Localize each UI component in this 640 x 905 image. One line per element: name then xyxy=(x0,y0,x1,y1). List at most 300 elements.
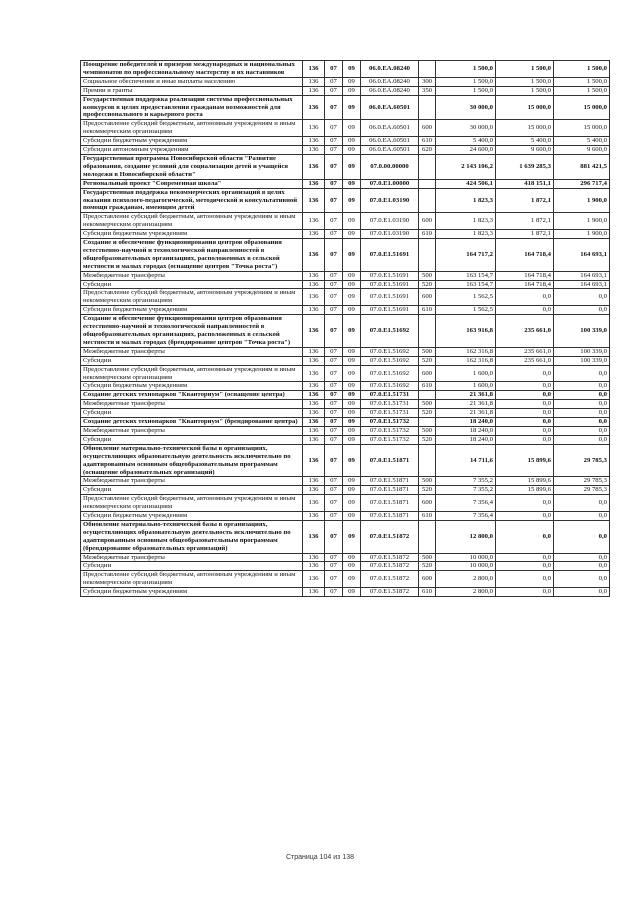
row-grbs: 136 xyxy=(303,588,325,597)
row-amount-3: 0,0 xyxy=(554,289,610,306)
row-amount-3: 164 693,1 xyxy=(554,280,610,289)
row-target-code: 07.0.E1.51872 xyxy=(361,571,419,588)
row-target-code: 07.0.E1.51732 xyxy=(361,426,419,435)
row-name: Субсидии бюджетным учреждениям xyxy=(81,382,303,391)
table-row xyxy=(81,179,610,188)
table-row xyxy=(81,77,610,86)
row-grbs: 136 xyxy=(303,553,325,562)
row-expense-type: 600 xyxy=(419,289,436,306)
row-name: Субсидии бюджетным учреждениям xyxy=(81,230,303,239)
row-section: 07 xyxy=(325,588,343,597)
row-section: 07 xyxy=(325,477,343,486)
table-row xyxy=(81,435,610,444)
row-name: Субсидии xyxy=(81,356,303,365)
row-amount-3: 0,0 xyxy=(554,365,610,382)
row-expense-type: 500 xyxy=(419,426,436,435)
row-name: Субсидии xyxy=(81,562,303,571)
row-amount-2: 1 500,0 xyxy=(496,86,554,95)
row-name: Предоставление субсидий бюджетным, автономным учреждениям и иным некоммерческим организациям xyxy=(81,120,303,137)
row-section: 07 xyxy=(325,289,343,306)
row-amount-2: 1 872,1 xyxy=(496,188,554,213)
row-section: 07 xyxy=(325,95,343,120)
table-row xyxy=(81,477,610,486)
row-amount-1: 1 823,3 xyxy=(436,188,496,213)
row-grbs: 136 xyxy=(303,400,325,409)
row-amount-1: 164 717,2 xyxy=(436,239,496,272)
row-target-code: 07.0.E1.03190 xyxy=(361,230,419,239)
row-expense-type xyxy=(419,418,436,427)
row-grbs: 136 xyxy=(303,391,325,400)
row-name: Межбюджетные трансферты xyxy=(81,400,303,409)
row-amount-1: 30 000,0 xyxy=(436,95,496,120)
row-section: 07 xyxy=(325,137,343,146)
table-row xyxy=(81,588,610,597)
row-section: 07 xyxy=(325,347,343,356)
row-grbs: 136 xyxy=(303,280,325,289)
row-expense-type: 350 xyxy=(419,86,436,95)
row-target-code: 07.0.E1.03190 xyxy=(361,188,419,213)
row-amount-2: 0,0 xyxy=(496,418,554,427)
table-row xyxy=(81,426,610,435)
row-amount-1: 163 154,7 xyxy=(436,280,496,289)
row-name: Государственная поддержка реализации системы профессиональных конкурсов в целях предоставления гражданам возможностей для профессионального и карьерного роста xyxy=(81,95,303,120)
row-amount-1: 21 361,8 xyxy=(436,391,496,400)
row-grbs: 136 xyxy=(303,426,325,435)
row-section: 07 xyxy=(325,409,343,418)
row-section: 07 xyxy=(325,86,343,95)
row-section: 07 xyxy=(325,146,343,155)
row-amount-3: 100 339,0 xyxy=(554,315,610,348)
row-subsection: 09 xyxy=(343,146,361,155)
row-subsection: 09 xyxy=(343,426,361,435)
row-subsection: 09 xyxy=(343,444,361,477)
row-section: 07 xyxy=(325,435,343,444)
row-name: Обновление материально-технической базы в организациях, осуществляющих образовательную деятельность исключительно по адаптированным основным общеобразовательным программам (брендирование образовательных организаций) xyxy=(81,520,303,553)
row-subsection: 09 xyxy=(343,562,361,571)
table-row xyxy=(81,400,610,409)
row-amount-3: 164 693,1 xyxy=(554,239,610,272)
row-amount-1: 10 000,0 xyxy=(436,562,496,571)
row-section: 07 xyxy=(325,486,343,495)
row-amount-2: 15 899,6 xyxy=(496,444,554,477)
row-subsection: 09 xyxy=(343,418,361,427)
row-expense-type: 600 xyxy=(419,120,436,137)
row-amount-2: 1 872,1 xyxy=(496,230,554,239)
row-expense-type: 600 xyxy=(419,213,436,230)
row-target-code: 06.0.EA.60501 xyxy=(361,95,419,120)
row-amount-3: 0,0 xyxy=(554,588,610,597)
row-target-code: 07.0.E1.51691 xyxy=(361,239,419,272)
row-subsection: 09 xyxy=(343,95,361,120)
row-amount-3: 1 900,0 xyxy=(554,188,610,213)
row-expense-type: 500 xyxy=(419,400,436,409)
table-row xyxy=(81,409,610,418)
table-row xyxy=(81,382,610,391)
row-section: 07 xyxy=(325,426,343,435)
row-expense-type: 600 xyxy=(419,495,436,512)
row-grbs: 136 xyxy=(303,95,325,120)
row-section: 07 xyxy=(325,553,343,562)
row-amount-1: 2 800,0 xyxy=(436,571,496,588)
row-section: 07 xyxy=(325,154,343,179)
row-target-code: 07.0.E1.51871 xyxy=(361,512,419,521)
row-amount-2: 1 500,0 xyxy=(496,61,554,78)
row-amount-3: 1 500,0 xyxy=(554,77,610,86)
row-amount-1: 30 000,0 xyxy=(436,120,496,137)
table-row xyxy=(81,444,610,477)
row-target-code: 06.0.EA.08240 xyxy=(361,77,419,86)
row-subsection: 09 xyxy=(343,154,361,179)
row-grbs: 136 xyxy=(303,356,325,365)
row-name: Субсидии автономным учреждениям xyxy=(81,146,303,155)
row-subsection: 09 xyxy=(343,382,361,391)
row-amount-1: 21 361,8 xyxy=(436,400,496,409)
table-row xyxy=(81,562,610,571)
table-row xyxy=(81,315,610,348)
row-subsection: 09 xyxy=(343,400,361,409)
row-amount-3: 0,0 xyxy=(554,409,610,418)
row-name: Субсидии бюджетным учреждениям xyxy=(81,306,303,315)
row-amount-2: 0,0 xyxy=(496,571,554,588)
row-amount-2: 164 718,4 xyxy=(496,239,554,272)
row-grbs: 136 xyxy=(303,347,325,356)
row-section: 07 xyxy=(325,391,343,400)
row-amount-1: 2 143 106,2 xyxy=(436,154,496,179)
row-section: 07 xyxy=(325,562,343,571)
row-target-code: 07.0.E1.51692 xyxy=(361,382,419,391)
row-subsection: 09 xyxy=(343,486,361,495)
row-subsection: 09 xyxy=(343,435,361,444)
row-amount-2: 0,0 xyxy=(496,365,554,382)
row-target-code: 07.0.E1.51691 xyxy=(361,271,419,280)
row-expense-type xyxy=(419,95,436,120)
row-grbs: 136 xyxy=(303,315,325,348)
row-amount-2: 15 899,6 xyxy=(496,477,554,486)
row-expense-type: 520 xyxy=(419,280,436,289)
table-row xyxy=(81,418,610,427)
row-target-code: 06.0.EA.08240 xyxy=(361,61,419,78)
row-expense-type xyxy=(419,239,436,272)
row-name: Создание детских технопарков "Кванториум" (оснащение центра) xyxy=(81,391,303,400)
row-target-code: 07.0.E1.51872 xyxy=(361,553,419,562)
table-row xyxy=(81,280,610,289)
row-amount-2: 5 400,0 xyxy=(496,137,554,146)
table-row xyxy=(81,553,610,562)
table-row xyxy=(81,154,610,179)
row-subsection: 09 xyxy=(343,213,361,230)
row-subsection: 09 xyxy=(343,588,361,597)
row-amount-2: 0,0 xyxy=(496,553,554,562)
table-row xyxy=(81,365,610,382)
row-target-code: 07.0.E1.51691 xyxy=(361,306,419,315)
row-amount-1: 1 500,0 xyxy=(436,61,496,78)
row-section: 07 xyxy=(325,571,343,588)
table-row xyxy=(81,512,610,521)
row-name: Создание и обеспечение функционирования центров образования естественно-научной и технологической направленностей в общеобразовательных организациях, расположенных в сельской местности и малых городах (брендирование центров "Точка роста") xyxy=(81,315,303,348)
row-grbs: 136 xyxy=(303,137,325,146)
page-number: Страница 104 из 138 xyxy=(285,854,355,861)
row-subsection: 09 xyxy=(343,495,361,512)
row-section: 07 xyxy=(325,495,343,512)
row-amount-1: 7 355,2 xyxy=(436,477,496,486)
row-amount-2: 0,0 xyxy=(496,435,554,444)
row-amount-3: 1 900,0 xyxy=(554,213,610,230)
row-name: Субсидии xyxy=(81,486,303,495)
row-amount-3: 0,0 xyxy=(554,382,610,391)
row-target-code: 07.0.E1.51871 xyxy=(361,444,419,477)
row-grbs: 136 xyxy=(303,146,325,155)
row-expense-type: 500 xyxy=(419,477,436,486)
row-amount-3: 164 693,1 xyxy=(554,271,610,280)
row-expense-type: 610 xyxy=(419,382,436,391)
row-amount-1: 10 000,0 xyxy=(436,553,496,562)
row-name: Государственная программа Новосибирской области "Развитие образования, создание условий для социализации детей и учащейся молодежи в Новосибирской области" xyxy=(81,154,303,179)
row-grbs: 136 xyxy=(303,239,325,272)
row-subsection: 09 xyxy=(343,120,361,137)
table-row xyxy=(81,391,610,400)
row-name: Премии и гранты xyxy=(81,86,303,95)
row-amount-1: 21 361,8 xyxy=(436,409,496,418)
row-section: 07 xyxy=(325,188,343,213)
row-name: Субсидии бюджетным учреждениям xyxy=(81,588,303,597)
row-amount-1: 18 240,0 xyxy=(436,426,496,435)
row-subsection: 09 xyxy=(343,512,361,521)
row-grbs: 136 xyxy=(303,435,325,444)
row-amount-2: 164 718,4 xyxy=(496,280,554,289)
row-grbs: 136 xyxy=(303,188,325,213)
row-subsection: 09 xyxy=(343,356,361,365)
row-expense-type: 610 xyxy=(419,230,436,239)
row-subsection: 09 xyxy=(343,137,361,146)
row-section: 07 xyxy=(325,418,343,427)
row-target-code: 07.0.E1.51691 xyxy=(361,289,419,306)
table-row xyxy=(81,230,610,239)
row-subsection: 09 xyxy=(343,347,361,356)
row-amount-3: 0,0 xyxy=(554,391,610,400)
row-amount-1: 18 240,0 xyxy=(436,435,496,444)
row-section: 07 xyxy=(325,280,343,289)
row-subsection: 09 xyxy=(343,280,361,289)
row-grbs: 136 xyxy=(303,477,325,486)
row-name: Межбюджетные трансферты xyxy=(81,477,303,486)
row-expense-type: 520 xyxy=(419,409,436,418)
row-amount-2: 9 600,0 xyxy=(496,146,554,155)
row-grbs: 136 xyxy=(303,154,325,179)
row-section: 07 xyxy=(325,315,343,348)
row-grbs: 136 xyxy=(303,120,325,137)
row-target-code: 07.0.E1.51872 xyxy=(361,588,419,597)
row-section: 07 xyxy=(325,239,343,272)
row-target-code: 07.0.E1.00000 xyxy=(361,179,419,188)
row-subsection: 09 xyxy=(343,239,361,272)
row-name: Предоставление субсидий бюджетным, автономным учреждениям и иным некоммерческим организациям xyxy=(81,213,303,230)
row-grbs: 136 xyxy=(303,562,325,571)
row-amount-3: 29 785,3 xyxy=(554,444,610,477)
row-amount-1: 1 500,0 xyxy=(436,77,496,86)
row-subsection: 09 xyxy=(343,365,361,382)
row-amount-3: 29 785,3 xyxy=(554,477,610,486)
row-expense-type: 520 xyxy=(419,562,436,571)
row-amount-2: 0,0 xyxy=(496,306,554,315)
row-amount-1: 163 154,7 xyxy=(436,271,496,280)
row-grbs: 136 xyxy=(303,382,325,391)
row-name: Субсидии xyxy=(81,280,303,289)
row-amount-2: 0,0 xyxy=(496,512,554,521)
row-amount-2: 0,0 xyxy=(496,588,554,597)
row-target-code: 07.0.E1.51692 xyxy=(361,347,419,356)
row-name: Поощрение победителей и призеров международных и национальных чемпионатов по профессиональному мастерству и их наставников xyxy=(81,61,303,78)
row-amount-3: 881 421,5 xyxy=(554,154,610,179)
table-row xyxy=(81,137,610,146)
row-amount-1: 1 823,3 xyxy=(436,230,496,239)
row-grbs: 136 xyxy=(303,365,325,382)
row-subsection: 09 xyxy=(343,391,361,400)
row-amount-3: 0,0 xyxy=(554,562,610,571)
table-row xyxy=(81,347,610,356)
row-amount-1: 1 562,5 xyxy=(436,289,496,306)
row-amount-3: 0,0 xyxy=(554,571,610,588)
table-row xyxy=(81,520,610,553)
row-amount-2: 15 000,0 xyxy=(496,95,554,120)
row-amount-2: 0,0 xyxy=(496,400,554,409)
row-amount-1: 1 500,0 xyxy=(436,86,496,95)
table-row xyxy=(81,61,610,78)
row-amount-1: 18 240,0 xyxy=(436,418,496,427)
row-target-code: 07.0.E1.51731 xyxy=(361,391,419,400)
row-expense-type: 610 xyxy=(419,512,436,521)
row-amount-1: 7 356,4 xyxy=(436,512,496,521)
row-subsection: 09 xyxy=(343,553,361,562)
row-expense-type: 610 xyxy=(419,306,436,315)
row-target-code: 07.0.E1.51732 xyxy=(361,418,419,427)
table-row xyxy=(81,146,610,155)
table-row xyxy=(81,86,610,95)
row-section: 07 xyxy=(325,512,343,521)
budget-table-body xyxy=(81,61,610,597)
row-amount-1: 2 800,0 xyxy=(436,588,496,597)
row-target-code: 07.0.00.00000 xyxy=(361,154,419,179)
row-grbs: 136 xyxy=(303,409,325,418)
row-amount-2: 418 151,1 xyxy=(496,179,554,188)
table-row xyxy=(81,486,610,495)
row-expense-type: 610 xyxy=(419,137,436,146)
row-amount-2: 1 872,1 xyxy=(496,213,554,230)
row-target-code: 07.0.E1.51871 xyxy=(361,477,419,486)
table-row xyxy=(81,188,610,213)
row-amount-1: 7 356,4 xyxy=(436,495,496,512)
row-subsection: 09 xyxy=(343,306,361,315)
row-expense-type xyxy=(419,391,436,400)
row-target-code: 07.0.E1.51692 xyxy=(361,315,419,348)
row-expense-type xyxy=(419,444,436,477)
row-subsection: 09 xyxy=(343,571,361,588)
row-name: Субсидии xyxy=(81,435,303,444)
row-target-code: 07.0.E1.51692 xyxy=(361,356,419,365)
row-amount-2: 0,0 xyxy=(496,495,554,512)
row-grbs: 136 xyxy=(303,486,325,495)
row-name: Межбюджетные трансферты xyxy=(81,553,303,562)
table-row xyxy=(81,356,610,365)
row-subsection: 09 xyxy=(343,315,361,348)
row-amount-3: 0,0 xyxy=(554,400,610,409)
row-grbs: 136 xyxy=(303,61,325,78)
row-section: 07 xyxy=(325,365,343,382)
row-amount-1: 1 562,5 xyxy=(436,306,496,315)
row-amount-3: 0,0 xyxy=(554,520,610,553)
row-expense-type xyxy=(419,188,436,213)
row-amount-2: 0,0 xyxy=(496,391,554,400)
row-grbs: 136 xyxy=(303,289,325,306)
row-amount-1: 14 711,6 xyxy=(436,444,496,477)
row-expense-type: 520 xyxy=(419,356,436,365)
row-name: Межбюджетные трансферты xyxy=(81,426,303,435)
row-amount-3: 296 717,4 xyxy=(554,179,610,188)
row-grbs: 136 xyxy=(303,571,325,588)
row-subsection: 09 xyxy=(343,86,361,95)
row-expense-type xyxy=(419,61,436,78)
row-subsection: 09 xyxy=(343,61,361,78)
row-amount-2: 0,0 xyxy=(496,409,554,418)
row-grbs: 136 xyxy=(303,512,325,521)
row-target-code: 07.0.E1.51872 xyxy=(361,562,419,571)
row-subsection: 09 xyxy=(343,289,361,306)
table-row xyxy=(81,239,610,272)
row-amount-2: 0,0 xyxy=(496,520,554,553)
row-subsection: 09 xyxy=(343,409,361,418)
row-grbs: 136 xyxy=(303,520,325,553)
row-target-code: 06.0.EA.08240 xyxy=(361,86,419,95)
row-amount-3: 0,0 xyxy=(554,306,610,315)
row-name: Субсидии xyxy=(81,409,303,418)
row-amount-1: 5 400,0 xyxy=(436,137,496,146)
row-amount-1: 1 823,3 xyxy=(436,213,496,230)
row-subsection: 09 xyxy=(343,188,361,213)
row-expense-type xyxy=(419,315,436,348)
row-section: 07 xyxy=(325,444,343,477)
row-amount-1: 162 316,8 xyxy=(436,356,496,365)
row-target-code: 06.0.EA.60501 xyxy=(361,146,419,155)
row-target-code: 07.0.E1.51692 xyxy=(361,365,419,382)
row-amount-3: 9 600,0 xyxy=(554,146,610,155)
row-section: 07 xyxy=(325,306,343,315)
row-amount-1: 163 916,8 xyxy=(436,315,496,348)
row-amount-3: 0,0 xyxy=(554,495,610,512)
row-target-code: 07.0.E1.51871 xyxy=(361,495,419,512)
table-row xyxy=(81,571,610,588)
row-expense-type: 620 xyxy=(419,146,436,155)
budget-table xyxy=(80,60,610,597)
row-section: 07 xyxy=(325,400,343,409)
row-grbs: 136 xyxy=(303,77,325,86)
row-grbs: 136 xyxy=(303,179,325,188)
row-name: Региональный проект "Современная школа" xyxy=(81,179,303,188)
row-amount-1: 24 600,0 xyxy=(436,146,496,155)
row-subsection: 09 xyxy=(343,77,361,86)
row-section: 07 xyxy=(325,230,343,239)
table-row xyxy=(81,213,610,230)
row-amount-2: 15 899,6 xyxy=(496,486,554,495)
row-grbs: 136 xyxy=(303,86,325,95)
row-expense-type: 500 xyxy=(419,271,436,280)
row-expense-type xyxy=(419,154,436,179)
row-section: 07 xyxy=(325,61,343,78)
row-section: 07 xyxy=(325,520,343,553)
row-name: Обновление материально-технической базы в организациях, осуществляющих образовательную деятельность исключительно по адаптированным основным общеобразовательным программам (оснащение образовательных организаций) xyxy=(81,444,303,477)
row-amount-1: 1 600,0 xyxy=(436,365,496,382)
row-expense-type: 600 xyxy=(419,365,436,382)
row-amount-3: 5 400,0 xyxy=(554,137,610,146)
row-amount-3: 100 339,0 xyxy=(554,356,610,365)
